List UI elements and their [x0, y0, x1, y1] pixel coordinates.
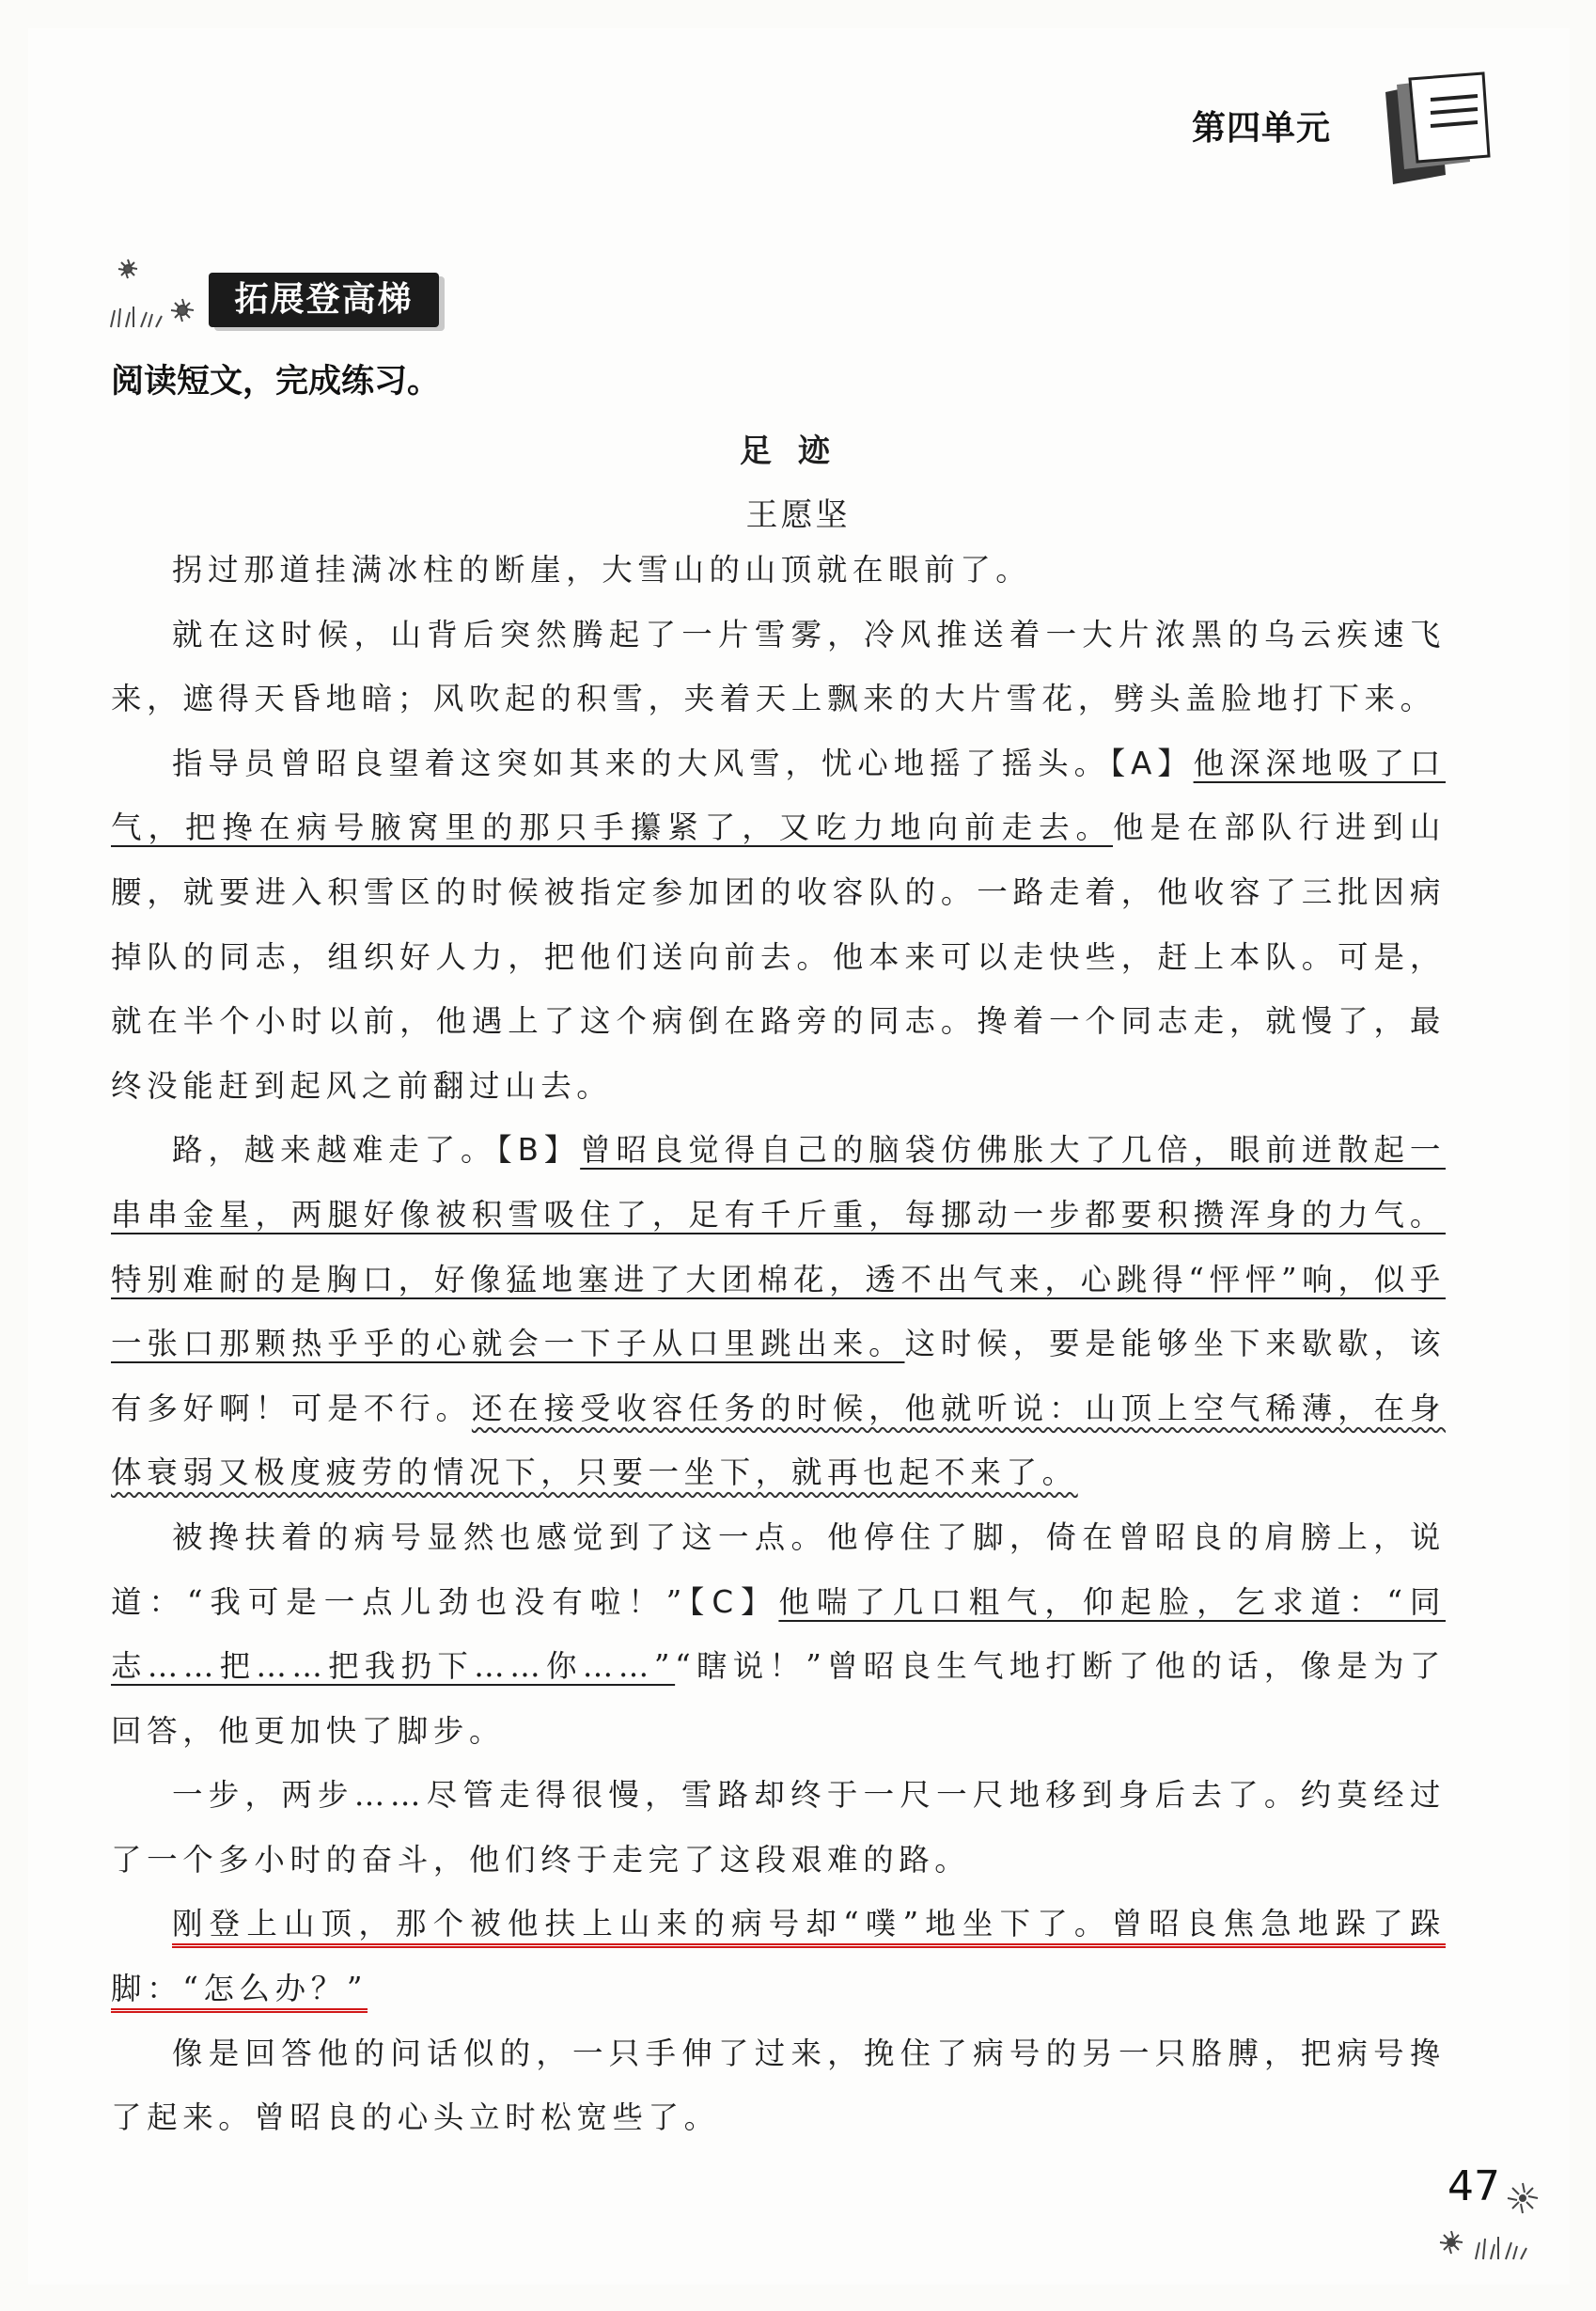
paragraph-6: 一步，两步……尽管走得很慢，雪路却终于一尺一尺地移到身后去了。约莫经过了一个多小时的奋斗，他们终于走完了这段艰难的路。: [111, 1777, 1446, 1878]
paragraph-8: 像是回答他的问话似的，一只手伸了过来，挽住了病号的另一只胳膊，把病号搀了起来。曾昭良的心头立时松宽些了。: [111, 2035, 1446, 2136]
article-author: 王愿坚: [745, 496, 851, 534]
underlined-sentence-c: 他喘了几口粗气，仰起脸，乞求道：“同志……把……把我扔下……你……”: [111, 1583, 1446, 1685]
paragraph-3-rest: 他是在部队行进到山腰，就要进入积雪区的时候被指定参加团的收容队的。一路走着，他收容了三批因病掉队的同志，组织好人力，把他们送向前去。他本来可以走快些，赶上本队。可是，就在半个小时以前，他遇上了这个病倒在路旁的同志。搀着一个同志走，就慢了，最终没能赶到起风之前翻过山去。: [111, 810, 1446, 1104]
paragraph-5: [111, 1505, 1446, 1763]
article-body: [111, 538, 1446, 2150]
paragraph-4: [111, 1118, 1446, 1505]
page-number: 47: [1447, 2162, 1500, 2210]
marker-a: 【A】: [1109, 745, 1194, 781]
marker-c: 【C】: [686, 1583, 779, 1620]
instruction-text: 阅读短文，完成练习。: [111, 363, 441, 401]
underlined-sentence-b: 曾昭良觉得自己的脑袋仿佛胀大了几倍，眼前迸散起一串串金星，两腿好像被积雪吸住了，足有千斤重，每挪动一步都要积攒浑身的力气。特别难耐的是胸口，好像猛地塞进了大团棉花，透不出气来，心跳得“怦怦”响，似乎一张口那颗热乎乎的心就会一下子从口里跳出来。: [111, 1132, 1446, 1362]
red-underlined-sentence: 刚登上山顶，那个被他扶上山来的病号却“噗”地坐下了。曾昭良焦急地跺了跺脚：“怎么办？”: [111, 1906, 1446, 2007]
notebook-icon: [1372, 64, 1494, 186]
flower-grass-icon: [105, 254, 209, 331]
paragraph-7: [111, 1892, 1446, 2020]
paragraph-3-lead: 指导员曾昭良望着这突如其来的大风雪，忧心地摇了摇头。: [172, 745, 1110, 781]
marker-b: 【B】: [496, 1132, 581, 1169]
wavy-underlined-sentence: 还在接受收容任务的时候，他就听说：山顶上空气稀薄，在身体衰弱又极度疲劳的情况下，只要一坐下，就再也起不来了。: [111, 1390, 1446, 1491]
paragraph-3: [111, 731, 1446, 1119]
paragraph-4-middle: 这时候，要是能够坐下来歇歇，该有多好啊！可是不行。: [111, 1326, 1446, 1426]
unit-title: 第四单元: [1192, 109, 1332, 148]
paragraph-5-lead: 被搀扶着的病号显然也感觉到了这一点。他停住了脚，倚在曾昭良的肩膀上，说道：“我可是一点儿劲也没有啦！”: [111, 1518, 1446, 1620]
article-title: 足迹: [740, 432, 856, 470]
paragraph-4-lead: 路，越来越难走了。: [172, 1132, 497, 1169]
section-banner: 拓展登高梯: [209, 273, 439, 327]
paragraph-5-rest: “瞎说！”曾昭良生气地打断了他的话，像是为了回答，他更加快了脚步。: [111, 1648, 1446, 1749]
grass-flower-icon: [1438, 2205, 1560, 2261]
paragraph-1: 拐过那道挂满冰柱的断崖，大雪山的山顶就在眼前了。: [172, 552, 1032, 588]
paragraph-2: 就在这时候，山背后突然腾起了一片雪雾，冷风推送着一大片浓黑的乌云疾速飞来，遮得天昏地暗；风吹起的积雪，夹着天上飘来的大片雪花，劈头盖脸地打下来。: [111, 616, 1446, 717]
underlined-sentence-a: 他深深地吸了口气，把搀在病号腋窝里的那只手攥紧了，又吃力地向前走去。: [111, 745, 1446, 846]
